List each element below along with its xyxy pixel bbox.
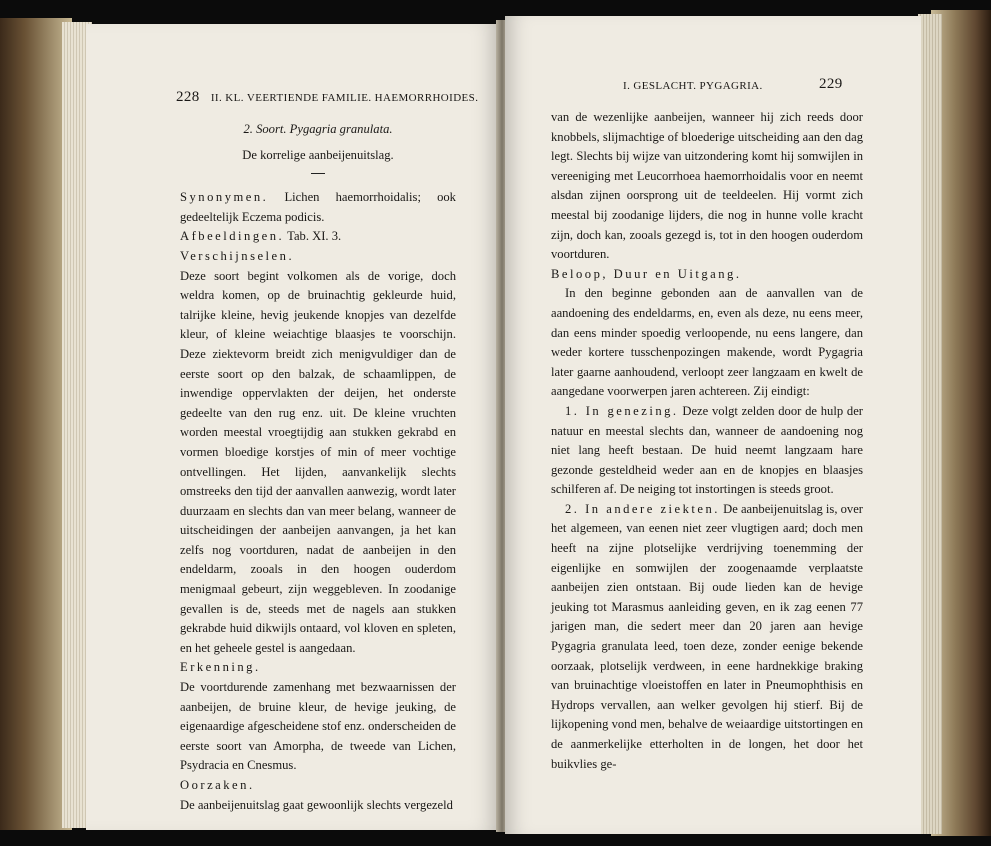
page-edges-right <box>918 14 942 834</box>
left-page-number: 228 <box>176 89 200 105</box>
right-page-number: 229 <box>819 76 843 92</box>
verschijnselen-label: Verschijnselen. <box>180 248 295 263</box>
item1-label: 1. In genezing. <box>565 403 679 418</box>
right-body <box>551 108 863 774</box>
right-paragraph-2: In den beginne gebonden aan de aanvallen van de aandoening des endeldarms, en, even als deze, nu eens meer, dan eens minder spoedig verloopende, nu eens langere, dan weder kortere tusschenpozingen makende, wordt Pygagria later gaarne aanhoudend, verloopt zeer langzaam en kwelt de aangedane voorwerpen jaren achtereen. Zij eindigt: <box>551 286 863 399</box>
species-subtitle: De korrelige aanbeijenuitslag. <box>242 147 394 162</box>
left-running-title: II. KL. VEERTIENDE FAMILIE. HAEMORRHOIDES. <box>210 92 479 104</box>
synonymen-label: Synonymen. <box>180 190 269 205</box>
erkenning-label: Erkenning. <box>180 660 261 675</box>
afbeeldingen-label: Afbeeldingen. <box>180 229 285 244</box>
left-page <box>86 24 498 830</box>
item-andere-ziekten <box>551 500 863 774</box>
right-paragraph-1: van de wezenlijke aanbeijen, wanneer hij zich reeds door knobbels, slijmachtige of bloederige uitscheiding aan den dag legt. Slechts bij wijze van uitzondering komt hij somwijlen in vereeniging met Leucorrhoea haemorrhoidalis voor en neemt alsdan zijnen oorsprong uit de teeldeelen. Hij vormt zich meestal bij zoodanige lijders, die nog in hunne volle kracht zijn, doch kan, zooals gezegd is, tot in den hoogen ouderdom voortduren. <box>551 110 863 262</box>
synonymen-paragraph <box>180 188 456 227</box>
item1-text: Deze volgt zelden door de hulp der natuur en meestal slechts dan, wanneer de aandoening nog niet lang heeft bestaan. De huid neemt langzaam hare gezonde gesteldheid weder aan en de knopjes en blaasjes schilferen af. De neiging tot instortingen is steeds groot. <box>551 403 863 497</box>
afbeeldingen-text: Tab. XI. 3. <box>287 229 342 244</box>
species-title: 2. Soort. Pygagria granulata. <box>243 122 393 136</box>
right-running-title: I. GESLACHT. PYGAGRIA. <box>623 80 763 92</box>
oorzaken-label: Oorzaken. <box>180 778 255 792</box>
beloop-label: Beloop, Duur en Uitgang. <box>551 266 742 281</box>
left-running-head <box>176 89 478 106</box>
left-body <box>180 120 456 815</box>
section-rule <box>311 173 325 174</box>
item2-text: De aanbeijenuitslag is, over het algemeen, van eenen niet zeer vlugtigen aard; doch men heeft na zijne plotselijke verdrijving toenemming der eigenlijke en somwijlen der zoogenaamde verplaatste aanbeijen zien ontstaan. Bij oude lieden kan de hevige jeuking tot Marasmus aanleiding geven, en ik zag eenen 77 jarigen man, die sedert meer dan 20 jaren aan hevige Pygagria granulata leed, toen deze, zonder eenige bekende oorzaak, plotselijk verdween, in eene hardnekkige braking van bruinachtige vloeistoffen en later in Pneumophthisis en Hydrops vervallen, aan welker gevolgen hij stierf. Bij de lijkopening vond men, behalve de weiaardige uitstortingen en de aanmerkelijke etterholten in de longen, het door het buikvlies ge- <box>551 501 863 771</box>
item2-label: 2. In andere ziekten. <box>565 501 720 516</box>
verschijnselen-text: Deze soort begint volkomen als de vorige, doch weldra komen, op de bruinachtig gekleurde huid, talrijke kleine, hevig jeukende knopjes van dezelfde kleur, of kleine weiachtige blaasjes te voorschijn. Deze ziektevorm breidt zich menigvuldiger dan de eerste soort op den balzak, de schaamlippen, de inwendige oppervlakten der deijen, het onderste gedeelte van den rug enz. uit. De kleine vruchten worden meestal vroegtijdig aan stukken gekrabd en vormen bloedige korstjes of min of meer vochtige ontvellingen. Het lijden, aanvankelijk slechts omstreeks den tijd der aanvallen aanwezig, wordt later duurzaam en slechts dan van meer belang, wanneer de uitscheidingen der aanbeijen aanvangen, ja het kan zelfs nog voortduren, nadat de aanbeijen in den endeldarm, zooals in den hoogen ouderdom menigmaal gebeurt, zijn weggebleven. In zoodanige gevallen is de, steeds met de nagels aan stukken gekrabde huid dikwijls ontaard, vol kloven en spleten, en het geheele gestel is aangedaan. <box>180 268 456 655</box>
right-running-head <box>623 76 843 92</box>
synonymen-text: Lichen haemorrhoidalis; ook gedeeltelijk Eczema podicis. <box>180 190 456 224</box>
item-genezing <box>551 402 863 500</box>
erkenning-text: De voortdurende zamenhang met bezwaarnissen der aanbeijen, de bruine kleur, de hevige jeuking, de eigenaardige afgescheidene stof enz. onderscheiden de eerste soort van Amorpha, de tweede van Lichen, Psydracia en Cnesmus. <box>180 680 456 773</box>
afbeeldingen-paragraph <box>180 227 456 247</box>
right-page <box>505 16 921 834</box>
oorzaken-text: De aanbeijenuitslag gaat gewoonlijk slechts vergezeld <box>180 797 453 812</box>
